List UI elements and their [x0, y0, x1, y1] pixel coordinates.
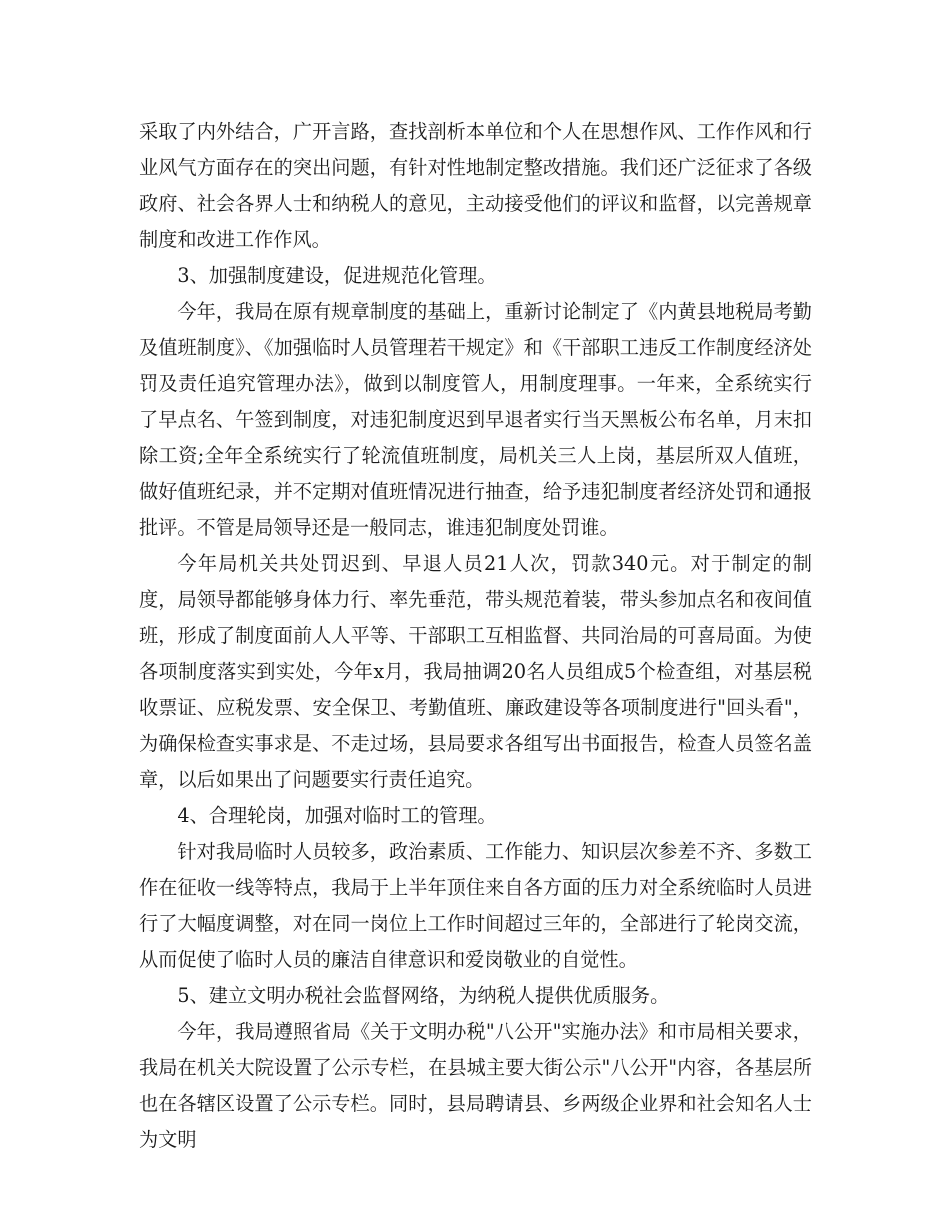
document-body [139, 114, 812, 1158]
section-heading-4: 4、合理轮岗，加强对临时工的管理。 [177, 804, 497, 827]
paragraph: 今年，我局遵照省局《关于文明办税"八公开"实施办法》和市局相关要求，我局在机关大院设置了公示专栏，在县城主要大街公示"八公开"内容，各基层所也在各辖区设置了公示专栏。同时，县局聘请县、乡两级企业界和社会知名人士为文明 [139, 1020, 812, 1151]
paragraph: 今年局机关共处罚迟到、早退人员21人次，罚款340元。对于制定的制度，局领导都能够身体力行、率先垂范，带头规范着装，带头参加点名和夜间值班，形成了制度面前人人平等、干部职工互相监督、共同治局的可喜局面。为使各项制度落实到实处，今年x月，我局抽调20名人员组成5个检查组，对基层税收票证、应税发票、安全保卫、考勤值班、廉政建设等各项制度进行"回头看"，为确保检查实事求是、不走过场，县局要求各组写出书面报告，检查人员签名盖章，以后如果出了问题要实行责任追究。 [139, 552, 812, 791]
section-heading-5: 5、建立文明办税社会监督网络，为纳税人提供优质服务。 [177, 984, 670, 1007]
section-heading-3: 3、加强制度建设，促进规范化管理。 [177, 264, 497, 287]
paragraph-continuation: 采取了内外结合，广开言路，查找剖析本单位和个人在思想作风、工作作风和行业风气方面存在的突出问题，有针对性地制定整改措施。我们还广泛征求了各级政府、社会各界人士和纳税人的意见，主动接受他们的评议和监督，以完善规章制度和改进工作作风。 [139, 120, 812, 251]
paragraph: 今年，我局在原有规章制度的基础上，重新讨论制定了《内黄县地税局考勤及值班制度》、《加强临时人员管理若干规定》和《干部职工违反工作制度经济处罚及责任追究管理办法》，做到以制度管人，用制度理事。一年来，全系统实行了早点名、午签到制度，对违犯制度迟到早退者实行当天黑板公布名单，月末扣除工资;全年全系统实行了轮流值班制度，局机关三人上岗，基层所双人值班，做好值班纪录，并不定期对值班情况进行抽查，给予违犯制度者经济处罚和通报批评。不管是局领导还是一般同志，谁违犯制度处罚谁。 [139, 300, 812, 539]
paragraph: 针对我局临时人员较多，政治素质、工作能力、知识层次参差不齐、多数工作在征收一线等特点，我局于上半年顶住来自各方面的压力对全系统临时人员进行了大幅度调整，对在同一岗位上工作时间超过三年的，全部进行了轮岗交流，从而促使了临时人员的廉洁自律意识和爱岗敬业的自觉性。 [139, 840, 812, 971]
